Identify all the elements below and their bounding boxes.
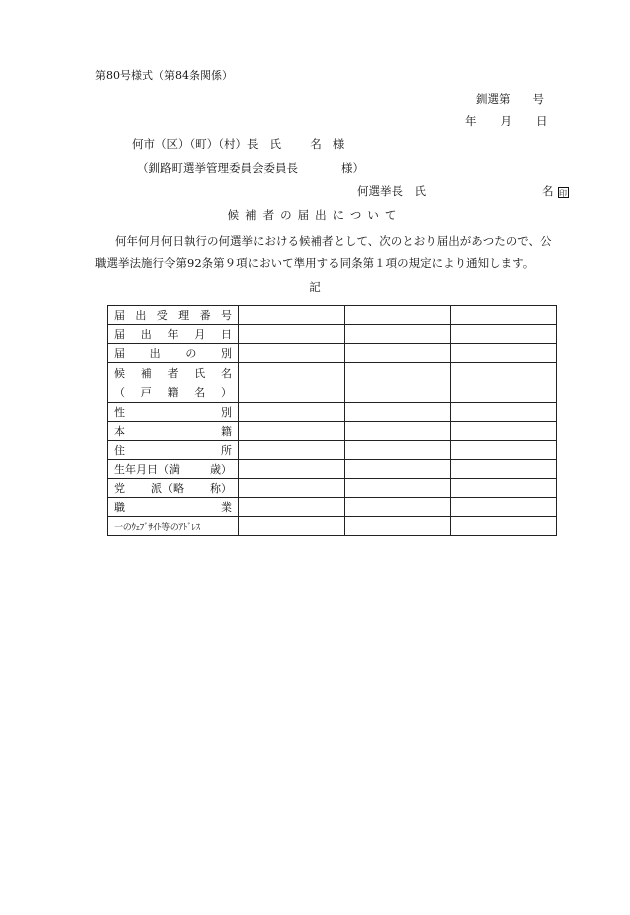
- table-cell[interactable]: [345, 517, 451, 536]
- table-cell[interactable]: [451, 479, 557, 498]
- row-label-website-address: 一のｳｪﾌﾞｻｲﾄ等のｱﾄﾞﾚｽ: [108, 517, 239, 536]
- addressee-committee-sama: 様）: [341, 161, 364, 175]
- row-label-address: 住 所: [108, 441, 239, 460]
- table-cell[interactable]: [239, 403, 345, 422]
- table-row: [108, 441, 557, 460]
- table-row: [108, 422, 557, 441]
- date-year: 年: [465, 114, 477, 128]
- form-number: 第80号様式（第84条関係）: [95, 69, 233, 82]
- table-cell[interactable]: [239, 517, 345, 536]
- sender-label: 何選挙長 氏: [357, 184, 426, 198]
- body-line-1: 何年何月何日執行の何選挙における候補者として、次のとおり届出があつたので、公: [115, 234, 552, 248]
- table-cell[interactable]: [345, 460, 451, 479]
- row-label-receipt-number: 届 出 受 理 番 号: [108, 306, 239, 325]
- row-label-occupation: 職 業: [108, 498, 239, 517]
- table-cell[interactable]: [239, 498, 345, 517]
- table-cell[interactable]: [345, 403, 451, 422]
- body-line-2: 職選挙法施行令第92条第９項において準用する同条第１項の規定により通知します。: [95, 256, 535, 270]
- row-label-sex: 性 別: [108, 403, 239, 422]
- table-cell[interactable]: [451, 363, 557, 403]
- row-label-registered-domicile: 本 籍: [108, 422, 239, 441]
- table-cell[interactable]: [345, 306, 451, 325]
- table-cell[interactable]: [451, 422, 557, 441]
- document-number: [476, 94, 544, 106]
- row-label-candidate-name: 候 補 者 氏 名 （ 戸 籍 名 ）: [108, 363, 239, 403]
- notification-table: [107, 305, 557, 536]
- sender-line: [357, 186, 569, 198]
- table-cell[interactable]: [239, 363, 345, 403]
- row-label-filing-date: 届 出 年 月 日: [108, 325, 239, 344]
- table-cell[interactable]: [345, 344, 451, 363]
- table-cell[interactable]: [239, 422, 345, 441]
- row-label-filing-type: 届 出 の 別: [108, 344, 239, 363]
- ki-heading: 記: [309, 280, 321, 294]
- table-cell[interactable]: [239, 441, 345, 460]
- table-cell[interactable]: [239, 460, 345, 479]
- table-cell[interactable]: [451, 306, 557, 325]
- table-cell[interactable]: [451, 498, 557, 517]
- table-cell[interactable]: [345, 422, 451, 441]
- seal-icon: 印: [559, 188, 567, 198]
- table-row: [108, 479, 557, 498]
- table-cell[interactable]: [345, 479, 451, 498]
- table-cell[interactable]: [451, 403, 557, 422]
- table-row: [108, 498, 557, 517]
- document-number-prefix: 釧選第: [476, 92, 511, 106]
- table-cell[interactable]: [345, 363, 451, 403]
- table-row: [108, 517, 557, 536]
- table-cell[interactable]: [345, 441, 451, 460]
- table-cell[interactable]: [451, 460, 557, 479]
- table-cell[interactable]: [239, 325, 345, 344]
- table-row: [108, 306, 557, 325]
- table-cell[interactable]: [451, 344, 557, 363]
- table-cell[interactable]: [239, 344, 345, 363]
- date-day: 日: [536, 114, 548, 128]
- table-row: [108, 325, 557, 344]
- document-number-suffix: 号: [532, 92, 544, 106]
- table-row: [108, 460, 557, 479]
- addressee-sama: 様: [332, 137, 345, 151]
- addressee-mei: 名: [310, 137, 322, 151]
- addressee-line-2: [137, 163, 364, 175]
- row-label-party: 党 派（略 称）: [108, 479, 239, 498]
- table-cell[interactable]: [345, 325, 451, 344]
- sender-name-label: 名: [542, 184, 554, 198]
- table-cell[interactable]: [345, 498, 451, 517]
- table-row: [108, 403, 557, 422]
- table-cell[interactable]: [451, 325, 557, 344]
- table-cell[interactable]: [451, 441, 557, 460]
- row-label-birth-date: 生年月日（満 歳）: [108, 460, 239, 479]
- table-cell[interactable]: [451, 517, 557, 536]
- table-cell[interactable]: [239, 479, 345, 498]
- table-cell[interactable]: [239, 306, 345, 325]
- table-row: [108, 363, 557, 403]
- addressee-committee: （釧路町選挙管理委員会委員長: [137, 161, 298, 175]
- table-row: [108, 344, 557, 363]
- addressee-office: 何市（区）（町）（村）長: [132, 137, 259, 151]
- document-title: 候補者の届出について: [227, 208, 403, 222]
- date-month: 月: [500, 114, 512, 128]
- addressee-shi: 氏: [269, 137, 281, 151]
- issue-date: [465, 116, 548, 128]
- addressee-line-1: [132, 139, 344, 151]
